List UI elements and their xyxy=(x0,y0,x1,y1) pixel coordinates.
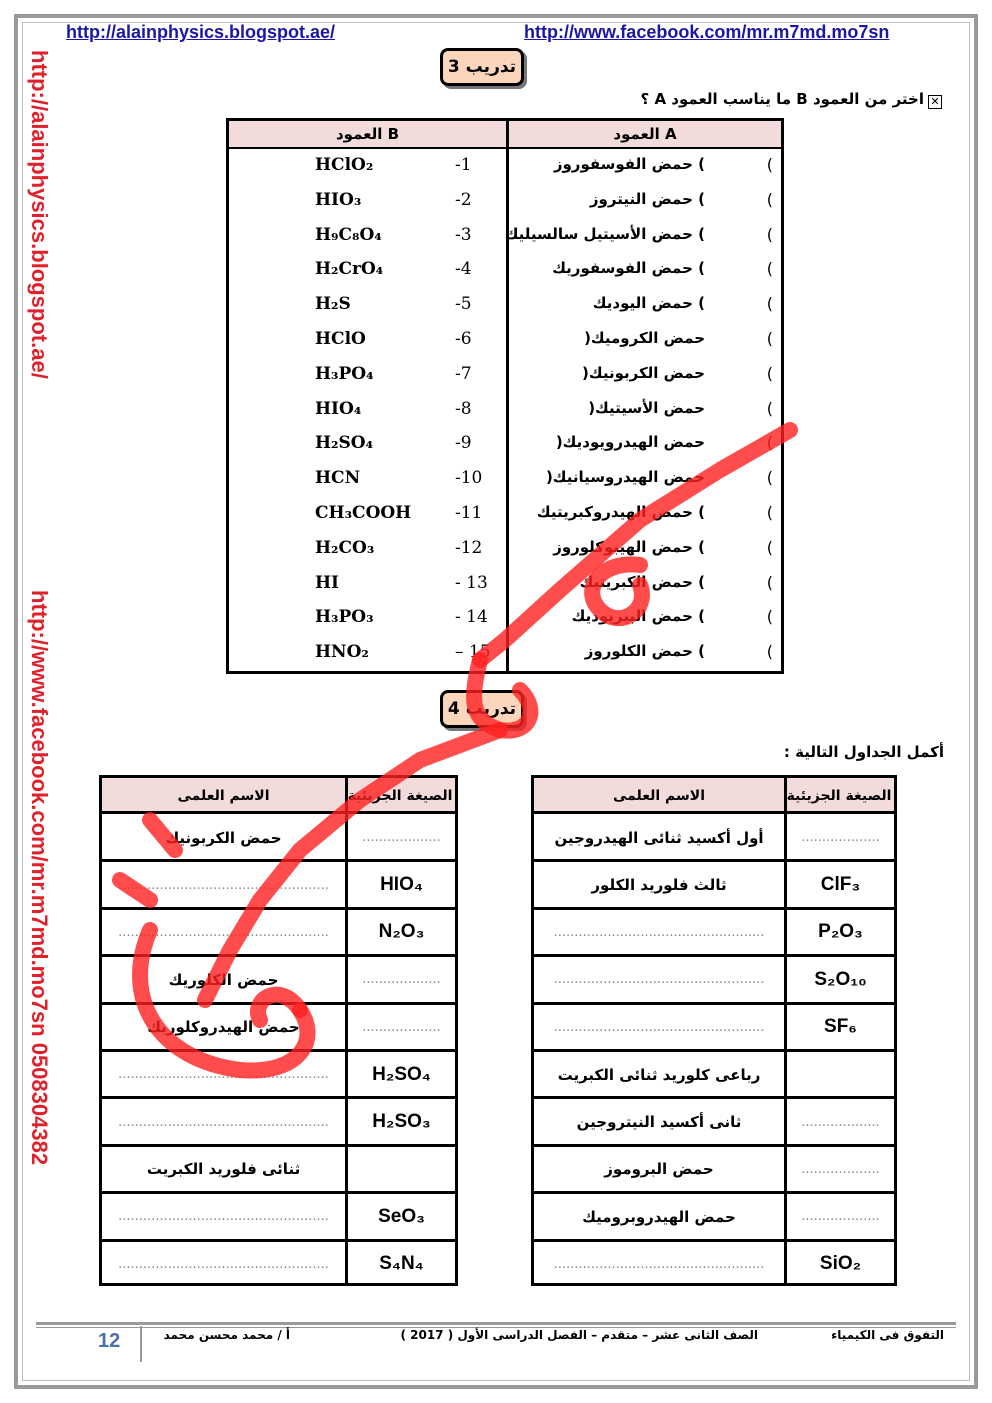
item-number: - 14 xyxy=(455,607,488,628)
name-cell: ثنائى فلوريد الكبريت xyxy=(146,1160,301,1179)
name-cell: ................................................... xyxy=(553,924,765,940)
acid-name: ) حمض الكلوروز xyxy=(584,642,705,661)
acid-name: حمض الكروميك( xyxy=(584,329,705,347)
exercise-3-instruction xyxy=(641,90,942,109)
match-row xyxy=(229,253,781,288)
acid-formula: HClO xyxy=(315,329,366,349)
formula-cell: ................... xyxy=(801,830,880,846)
answer-paren: ( xyxy=(766,607,773,627)
name-cell: ثالث فلوريد الكلور xyxy=(591,876,727,895)
formula-cell: H₂SO₄ xyxy=(372,1063,431,1085)
acid-formula: H₃PO₃ xyxy=(315,607,374,628)
acid-name: ) حمض الفوسفوروز xyxy=(553,155,705,173)
item-number: -2 xyxy=(455,189,472,210)
answer-paren: ( xyxy=(766,329,773,348)
match-row xyxy=(229,532,781,567)
acid-name: ) حمض الكبريتيك xyxy=(579,572,705,591)
acid-name: حمض الهيدرويوديك( xyxy=(555,433,705,452)
formula-cell: ................... xyxy=(362,830,441,846)
match-row xyxy=(229,601,781,636)
formula-cell xyxy=(787,1051,894,1098)
item-number: -5 xyxy=(455,294,472,315)
answer-paren: ( xyxy=(766,642,773,662)
name-header: الاسم العلمى xyxy=(102,778,345,814)
name-cell: ................................................... xyxy=(118,1067,329,1083)
column-b-header: العمود B xyxy=(229,121,506,149)
item-number: – 15 xyxy=(455,642,491,663)
acid-name: ) حمض البيريوديك xyxy=(571,607,705,626)
answer-paren: ( xyxy=(766,224,773,244)
footer-subject: التفوق فى الكيمياء xyxy=(831,1328,944,1342)
name-cell: ................................................... xyxy=(118,877,329,893)
acid-name: ) حمض الهيدروكبريتيك xyxy=(536,503,705,521)
answer-paren: ( xyxy=(766,155,773,174)
formula-header: الصيغة الجزيئية xyxy=(784,778,894,814)
item-number: -9 xyxy=(455,433,472,454)
acid-name: حمض الهيدروسيانيك( xyxy=(545,468,705,487)
match-row xyxy=(229,323,781,358)
item-number: -10 xyxy=(455,468,483,489)
formula-cell: ClF₃ xyxy=(820,874,861,896)
match-row xyxy=(229,636,781,671)
page-number-divider xyxy=(140,1326,142,1362)
acid-formula: H₉C₈O₄ xyxy=(315,224,382,245)
name-cell: ................................................... xyxy=(118,1114,329,1130)
name-cell: ثانى أكسيد النيتروجين xyxy=(576,1113,742,1132)
item-number: -11 xyxy=(455,503,483,523)
exercise-4-badge: تدريب 4 xyxy=(440,690,524,728)
formula-cell: ................... xyxy=(801,1161,880,1177)
acid-formula: H₂SO₄ xyxy=(315,433,374,454)
name-cell: حمض الهيدروكلوريك xyxy=(147,1018,300,1037)
item-number: -7 xyxy=(455,363,472,384)
formula-cell: P₂O₃ xyxy=(818,921,863,943)
answer-paren: ( xyxy=(766,398,773,418)
acid-formula: HNO₂ xyxy=(315,642,369,663)
answer-paren: ( xyxy=(766,259,773,279)
acid-name: ) حمض الفوسفوريك xyxy=(552,259,705,278)
name-cell: ................................................... xyxy=(553,1019,765,1035)
acid-name: حمض الأسيتيك( xyxy=(588,398,705,417)
footer-course: الصف الثانى عشر – متقدم – الفصل الدراسى الأول ( 2017 ) xyxy=(400,1328,758,1342)
formula-cell: SF₆ xyxy=(824,1016,857,1038)
match-row xyxy=(229,184,781,219)
answer-paren: ( xyxy=(766,537,773,557)
footer-author: أ / محمد محسن محمد xyxy=(163,1328,290,1342)
formula-cell: SiO₂ xyxy=(819,1253,862,1275)
formula-cell: ................... xyxy=(362,1019,441,1035)
formula-cell: H₂SO₃ xyxy=(372,1111,431,1133)
answer-paren: ( xyxy=(766,572,773,592)
name-cell: حمض الهيدروبروميك xyxy=(582,1207,736,1226)
name-cell: رباعى كلوريد ثنائى الكبريت xyxy=(557,1065,761,1084)
match-row xyxy=(229,567,781,602)
acid-formula: HCN xyxy=(315,468,361,489)
name-cell: حمض البروموز xyxy=(604,1160,714,1179)
acid-formula: HClO₂ xyxy=(315,155,374,175)
name-cell: حمض الكلوريك xyxy=(168,970,279,989)
item-number: -1 xyxy=(455,155,472,175)
match-row xyxy=(229,149,781,184)
name-cell: ................................................... xyxy=(553,1256,765,1272)
item-number: -12 xyxy=(455,537,483,558)
answer-paren: ( xyxy=(766,503,773,522)
formula-cell: SeO₃ xyxy=(378,1205,425,1227)
match-row xyxy=(229,462,781,497)
facebook-link[interactable]: http://www.facebook.com/mr.m7md.mo7sn xyxy=(524,22,890,42)
acid-name: ) حمض اليوديك xyxy=(592,294,705,313)
instruction-text: اختر من العمود B ما يناسب العمود A ؟ xyxy=(640,90,924,108)
blog-link[interactable]: http://alainphysics.blogspot.ae/ xyxy=(66,22,336,42)
acid-name: حمض الكربونيك( xyxy=(582,363,705,382)
answer-paren: ( xyxy=(766,468,773,488)
name-cell: أول أكسيد ثنائى الهيدروجين xyxy=(554,828,764,847)
acid-formula: HIO₃ xyxy=(315,189,362,210)
answer-paren: ( xyxy=(766,294,773,314)
exercise-3-badge: تدريب 3 xyxy=(440,48,524,86)
item-number: -6 xyxy=(455,329,472,349)
formula-cell: ................... xyxy=(801,1114,880,1130)
item-number: -8 xyxy=(455,398,472,419)
acid-name: ) حمض النيتروز xyxy=(589,189,705,208)
exercise-4-instruction: أكمل الجداول التالية : xyxy=(783,743,944,761)
side-blog-url: http://alainphysics.blogspot.ae/ xyxy=(27,50,52,379)
answer-paren: ( xyxy=(766,433,773,453)
match-row xyxy=(229,358,781,393)
formula-cell: ................... xyxy=(801,1209,880,1225)
match-row xyxy=(229,288,781,323)
match-row xyxy=(229,393,781,428)
formula-cell: S₂O₁₀ xyxy=(814,968,867,990)
page-number: 12 xyxy=(98,1330,121,1352)
formula-cell: ................... xyxy=(362,972,441,988)
acid-formula: H₂CO₃ xyxy=(315,537,375,558)
item-number: -3 xyxy=(455,224,472,245)
formula-cell: HIO₄ xyxy=(380,874,423,896)
name-cell: ................................................... xyxy=(118,1256,329,1272)
name-cell: ................................................... xyxy=(118,924,329,940)
acid-formula: CH₃COOH xyxy=(315,503,412,523)
formula-header: الصيغة الجزيئية xyxy=(345,778,455,814)
acid-formula: H₂CrO₄ xyxy=(315,259,384,280)
side-facebook-url: http://www.facebook.com/mr.m7md.mo7sn 0508304382 xyxy=(27,590,52,1166)
name-cell: حمض الكربونيك xyxy=(165,828,282,847)
checkbox-icon: ✕ xyxy=(928,95,942,109)
item-number: - 13 xyxy=(455,572,488,593)
acid-formula: HI xyxy=(315,572,340,593)
column-a-header: العمود A xyxy=(509,121,781,149)
name-header: الاسم العلمى xyxy=(534,778,784,814)
answer-paren: ( xyxy=(766,363,773,383)
match-row xyxy=(229,497,781,532)
formula-cell: S₄N₄ xyxy=(379,1253,424,1275)
acid-formula: HIO₄ xyxy=(315,398,362,419)
left-fill-table xyxy=(99,775,458,1286)
answer-paren: ( xyxy=(766,189,773,209)
acid-formula: H₃PO₄ xyxy=(315,363,374,384)
right-fill-table xyxy=(531,775,897,1286)
matching-table xyxy=(226,118,784,674)
acid-name: ) حمض الهيبوكلوروز xyxy=(553,537,705,556)
acid-name: ) حمض الأسيتيل سالسيليك xyxy=(504,224,705,243)
acid-formula: H₂S xyxy=(315,294,351,315)
match-row xyxy=(229,219,781,254)
footer-rule xyxy=(36,1322,956,1325)
match-row xyxy=(229,427,781,462)
formula-cell: N₂O₃ xyxy=(378,921,425,943)
formula-cell xyxy=(348,1146,455,1193)
name-cell: ................................................... xyxy=(118,1209,329,1225)
item-number: -4 xyxy=(455,259,472,280)
name-cell: ................................................... xyxy=(553,972,765,988)
